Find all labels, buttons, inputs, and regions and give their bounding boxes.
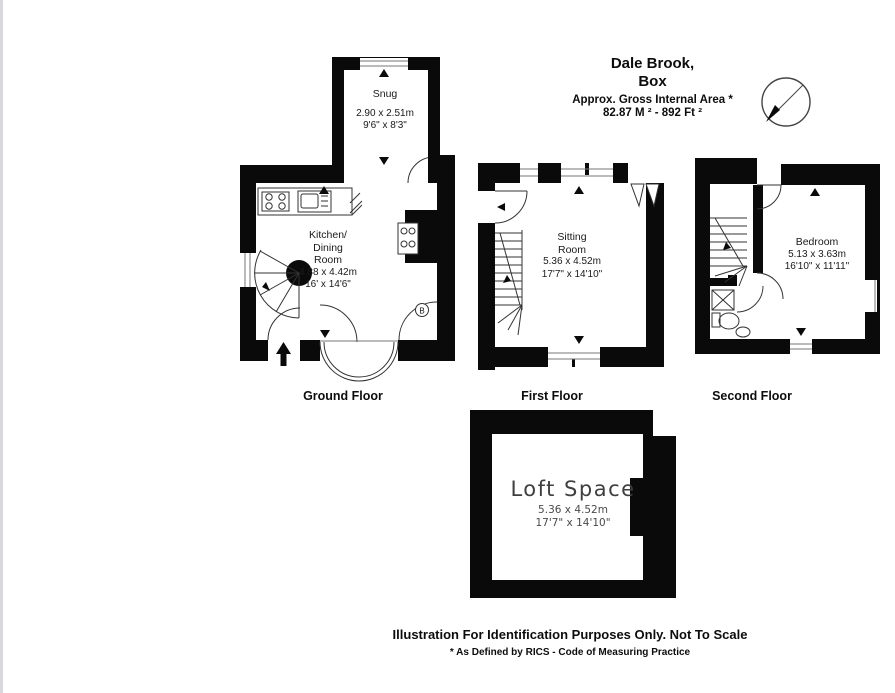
bathroom-door-arc xyxy=(737,286,763,312)
compass-icon xyxy=(758,74,814,130)
oven-icon xyxy=(398,223,418,254)
boiler-badge xyxy=(416,304,429,317)
boiler-label: B xyxy=(419,306,425,316)
kitchen-metric: 4.88 x 4.42m xyxy=(299,266,357,278)
disclaimer-text: Illustration For Identification Purposes Only. Not To Scale xyxy=(392,627,748,642)
sitting-labels xyxy=(522,231,622,281)
kitchen-name-line1: Kitchen/ xyxy=(309,229,347,241)
bay-window xyxy=(320,341,398,381)
snug-labels xyxy=(337,88,433,133)
snug-name: Snug xyxy=(372,88,398,100)
title-block xyxy=(545,55,760,120)
area-value: 82.87 M ² - 892 Ft ² xyxy=(602,107,703,119)
hob-icon xyxy=(262,192,289,211)
basin-icon xyxy=(736,327,750,337)
sink-icon xyxy=(298,191,331,212)
second-floor-label: Second Floor xyxy=(712,389,792,403)
bedroom-labels xyxy=(762,236,872,274)
snug-imperial: 9'6" x 8'3" xyxy=(363,120,407,131)
property-title-line1: Dale Brook, xyxy=(610,55,695,72)
kitchen-name-line3: Room xyxy=(313,254,342,266)
sitting-imperial: 17'7" x 14'10" xyxy=(541,268,603,280)
sitting-name-line2: Room xyxy=(557,243,586,256)
left-edge-strip xyxy=(0,0,3,693)
sitting-metric: 5.36 x 4.52m xyxy=(543,256,601,267)
kitchen-counter xyxy=(258,188,362,215)
shower-icon xyxy=(712,290,734,310)
property-title-line2: Box xyxy=(638,73,667,90)
bedroom-name: Bedroom xyxy=(795,236,839,248)
toilet-icon xyxy=(712,313,739,329)
bedroom-metric: 5.13 x 3.63m xyxy=(788,248,846,260)
entry-door-arc xyxy=(268,308,300,340)
loft-metric: 5.36 x 4.52m xyxy=(538,504,608,516)
bedroom-imperial: 16'10" x 11'11" xyxy=(784,261,850,272)
loft-notch-exterior xyxy=(653,410,676,436)
area-subtitle: Approx. Gross Internal Area * xyxy=(572,94,733,106)
landing-door-arc xyxy=(757,273,783,299)
first-floor-label: First Floor xyxy=(521,389,583,403)
snug-window xyxy=(360,58,408,70)
sitting-name-line1: Sitting xyxy=(557,231,587,243)
snug-metric: 2.90 x 2.51m xyxy=(356,107,414,119)
loft-imperial: 17'7" x 14'10" xyxy=(535,517,611,529)
staircase xyxy=(495,230,522,335)
second-windows xyxy=(790,280,875,349)
ground-floor-label: Ground Floor xyxy=(303,389,383,403)
double-doors-icon xyxy=(631,184,659,206)
kitchen-name-line2: Dining xyxy=(313,241,343,254)
rics-note-text: * As Defined by RICS - Code of Measuring Practice xyxy=(449,647,691,658)
kitchen-labels xyxy=(278,229,378,292)
loft-name: Loft Space xyxy=(510,477,636,501)
ground-window-left xyxy=(240,253,256,287)
entrance-arrow xyxy=(276,342,291,366)
kitchen-imperial: 16' x 14'6" xyxy=(305,279,351,290)
loft-labels xyxy=(493,477,653,530)
